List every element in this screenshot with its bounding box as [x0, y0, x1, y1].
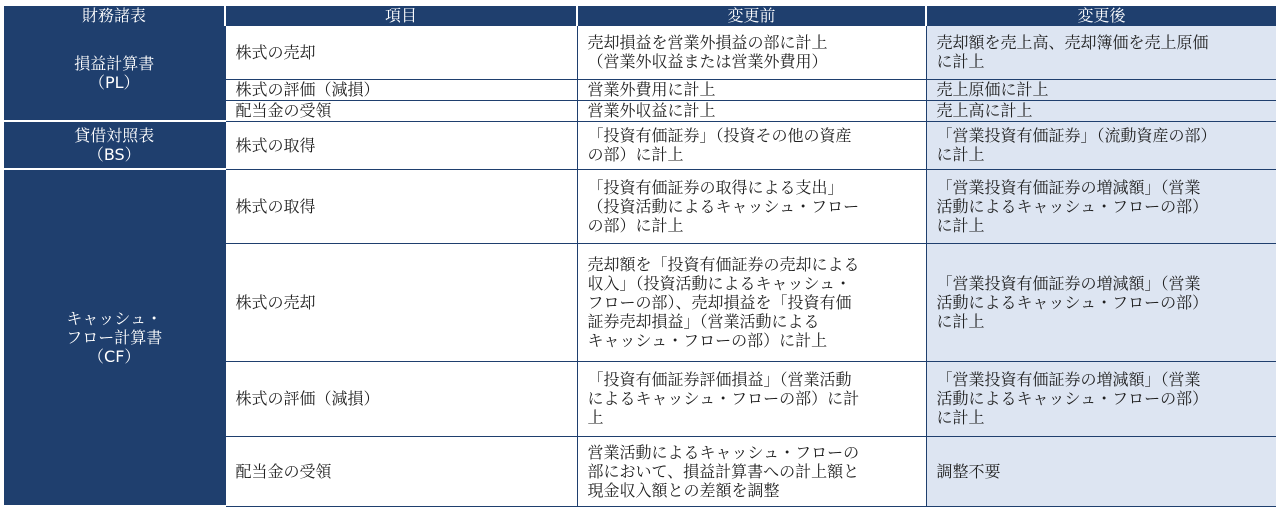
row-item: 株式の取得 [225, 121, 577, 169]
row-before: 売却額を「投資有価証券の売却による 収入」（投資活動によるキャッシュ・ フローの部）、売却損益を「投資有価 証券売却損益」（営業活動による キャッシュ・フローの部）に計上 [577, 243, 926, 361]
header-before: 変更前 [577, 6, 926, 26]
comparison-table-container [4, 6, 1276, 507]
header-row [4, 6, 1276, 26]
row-after: 「営業投資有価証券の増減額」（営業 活動によるキャッシュ・フローの部） に計上 [926, 361, 1276, 436]
row-after: 「営業投資有価証券の増減額」（営業 活動によるキャッシュ・フローの部） に計上 [926, 169, 1276, 243]
row-before: 売却損益を営業外損益の部に計上 （営業外収益または営業外費用） [577, 26, 926, 79]
row-before: 「投資有価証券評価損益」（営業活動 によるキャッシュ・フローの部）に計 上 [577, 361, 926, 436]
row-before: 営業外収益に計上 [577, 100, 926, 121]
row-before: 「投資有価証券の取得による支出」 （投資活動によるキャッシュ・フロー の部）に計上 [577, 169, 926, 243]
row-after: 調整不要 [926, 436, 1276, 506]
row-item: 株式の売却 [225, 26, 577, 79]
row-item: 配当金の受領 [225, 100, 577, 121]
row-after: 売上高に計上 [926, 100, 1276, 121]
row-after: 売上原価に計上 [926, 79, 1276, 100]
statement-cf: キャッシュ・ フロー計算書 （CF） [4, 169, 225, 506]
row-after: 売却額を売上高、売却簿価を売上原価 に計上 [926, 26, 1276, 79]
table-row [4, 121, 1276, 169]
header-statement: 財務諸表 [4, 6, 225, 26]
comparison-table [4, 6, 1276, 507]
row-after: 「営業投資有価証券の増減額」（営業 活動によるキャッシュ・フローの部） に計上 [926, 243, 1276, 361]
row-item: 株式の評価（減損） [225, 79, 577, 100]
row-item: 株式の評価（減損） [225, 361, 577, 436]
table-row [4, 169, 1276, 243]
statement-pl: 損益計算書 （PL） [4, 26, 225, 121]
row-item: 配当金の受領 [225, 436, 577, 506]
header-after: 変更後 [926, 6, 1276, 26]
header-item: 項目 [225, 6, 577, 26]
row-item: 株式の売却 [225, 243, 577, 361]
table-row [4, 26, 1276, 79]
row-after: 「営業投資有価証券」（流動資産の部） に計上 [926, 121, 1276, 169]
row-item: 株式の取得 [225, 169, 577, 243]
row-before: 「投資有価証券」（投資その他の資産 の部）に計上 [577, 121, 926, 169]
row-before: 営業活動によるキャッシュ・フローの 部において、損益計算書への計上額と 現金収入額との差額を調整 [577, 436, 926, 506]
row-before: 営業外費用に計上 [577, 79, 926, 100]
statement-bs: 貸借対照表 （BS） [4, 121, 225, 169]
